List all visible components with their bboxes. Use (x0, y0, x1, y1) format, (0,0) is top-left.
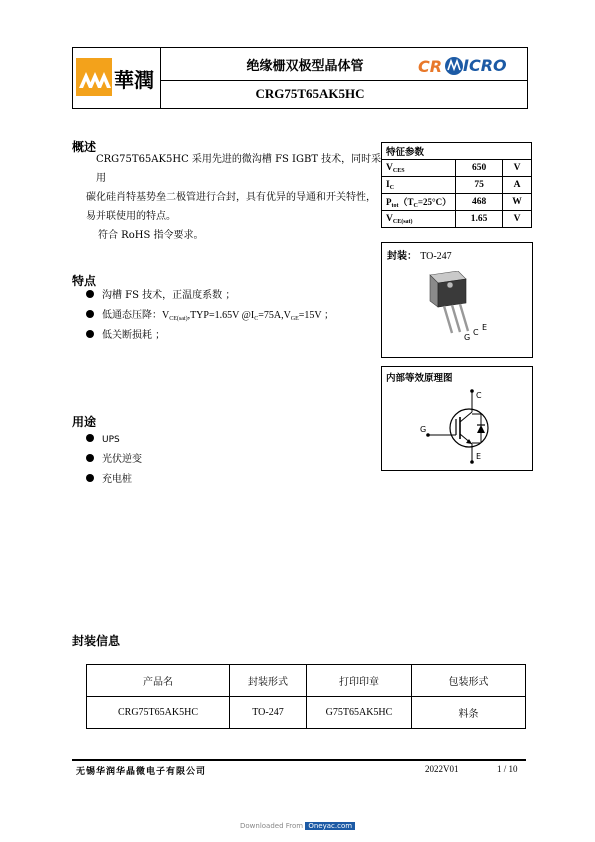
application-text: 光伏逆变 (102, 454, 142, 465)
application-text: UPS (102, 435, 120, 445)
param-value: 468 (456, 194, 503, 211)
package-label-row (387, 247, 452, 262)
param-unit: V (503, 211, 532, 228)
overview-heading: 概述 (72, 140, 97, 154)
footer-version: 2022V01 (425, 764, 459, 774)
list-item (86, 450, 286, 470)
feature-text: 低关断损耗 ； (102, 330, 166, 341)
company-logo (76, 58, 158, 96)
param-symbol: $V_{CES}$ (382, 160, 456, 177)
pin-label-g: G (464, 333, 471, 342)
list-item (86, 470, 286, 490)
bullet-icon (86, 290, 94, 298)
document-title: 绝缘栅双极型晶体管 (246, 59, 364, 74)
table-row (382, 160, 532, 177)
overview-line: 碳化硅肖特基势垒二极管进行合封，具有优异的导通和开关特性， (86, 192, 376, 203)
schematic-heading: 内部等效原理图 (386, 373, 453, 384)
param-unit: W (503, 194, 532, 211)
applications-heading: 用途 (72, 415, 97, 429)
column-header: 封装形式 (230, 665, 307, 697)
table-row (382, 194, 532, 211)
param-symbol: $V_{CE(sat)}$ (382, 211, 456, 228)
crmicro-logo-text: ICRO (463, 56, 507, 75)
column-header: 打印印章 (307, 665, 412, 697)
pin-label-e: E (482, 323, 488, 332)
table-row (87, 697, 526, 729)
package-value: TO-247 (420, 251, 452, 262)
application-text: 充电桩 (102, 474, 132, 485)
svg-text:CR: CR (418, 57, 443, 76)
column-header: 包装形式 (412, 665, 526, 697)
package-info-table (86, 664, 526, 729)
table-row (382, 211, 532, 228)
param-value: 1.65 (456, 211, 503, 228)
list-item (86, 326, 376, 346)
download-note (240, 822, 355, 830)
overview-line: 易并联使用的特点。 (86, 211, 176, 222)
bullet-icon (86, 454, 94, 462)
package-label: 封装： (387, 251, 417, 262)
part-number-title: CRG75T65AK5HC (255, 86, 365, 101)
parameter-table (381, 142, 532, 228)
footer-company: 无锡华润华晶微电子有限公司 (76, 767, 207, 777)
features-list (86, 286, 376, 346)
list-item (86, 430, 286, 450)
parameter-table-heading: 特征参数 (382, 143, 532, 160)
bullet-icon (86, 474, 94, 482)
schematic-pin-g: G (420, 425, 427, 434)
feature-text: 低通态压降：$V_{CE(sat)},TYP=1.65V$ $@I_C=75A,V_{GE}=15V$ ； (102, 310, 334, 322)
package-box (381, 242, 533, 358)
overview-line: CRG75T65AK5HC 采用先进的微沟槽 FS IGBT 技术，同时采用 (96, 154, 382, 184)
overview-text (86, 150, 386, 245)
table-cell: 料条 (412, 697, 526, 729)
table-header-row (87, 665, 526, 697)
pin-label-c: C (473, 328, 479, 337)
table-cell: CRG75T65AK5HC (87, 697, 230, 729)
to247-package-image (422, 271, 492, 343)
applications-list (86, 430, 286, 490)
schematic-box (381, 366, 533, 471)
bullet-icon (86, 330, 94, 338)
igbt-symbol-icon (422, 387, 502, 469)
bullet-icon (86, 434, 94, 442)
list-item (86, 286, 376, 306)
download-prefix: Downloaded From (240, 822, 304, 830)
crmicro-logo (418, 55, 518, 77)
param-unit: A (503, 177, 532, 194)
table-cell: TO-247 (230, 697, 307, 729)
schematic-pin-e: E (476, 452, 482, 461)
list-item (86, 306, 376, 326)
param-value: 75 (456, 177, 503, 194)
download-site-link[interactable]: Oneyac.com (305, 822, 355, 830)
schematic-pin-c: C (476, 391, 482, 400)
bullet-icon (86, 310, 94, 318)
features-heading: 特点 (72, 274, 97, 288)
param-symbol: $P_{tot}(T_C=25^\circ C)$ (382, 194, 456, 211)
company-logo-text: 華潤 (114, 68, 154, 92)
feature-text: 沟槽 FS 技术，正温度系数 ； (102, 290, 236, 301)
footer-rule (72, 759, 526, 761)
footer-page-number: 1 / 10 (497, 764, 518, 774)
table-row (382, 177, 532, 194)
param-unit: V (503, 160, 532, 177)
param-symbol: $I_C$ (382, 177, 456, 194)
package-info-heading: 封装信息 (72, 634, 121, 648)
param-value: 650 (456, 160, 503, 177)
column-header: 产品名 (87, 665, 230, 697)
table-cell: G75T65AK5HC (307, 697, 412, 729)
header-rule (160, 80, 527, 81)
overview-line: 符合 RoHS 指令要求。 (98, 230, 204, 241)
